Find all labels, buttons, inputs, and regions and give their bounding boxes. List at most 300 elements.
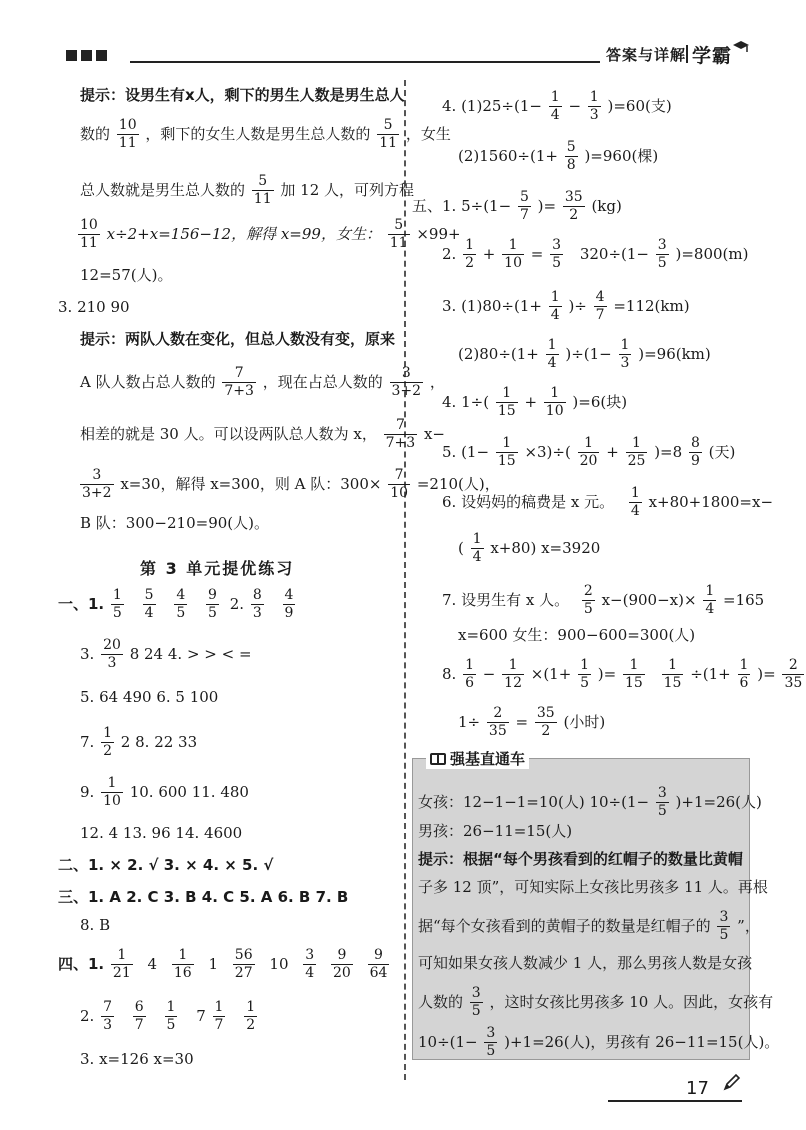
numerator: 9	[331, 948, 353, 965]
fraction	[172, 948, 194, 982]
denominator: 15	[497, 453, 516, 470]
numerator: 1	[549, 90, 562, 107]
denominator: 2	[246, 1017, 256, 1034]
numerator: 1	[623, 658, 645, 675]
fraction	[689, 436, 702, 470]
answer-line: 12. 4 13. 96 14. 4600	[80, 824, 243, 842]
text-span: ，女生	[405, 124, 451, 143]
answer-line	[442, 486, 773, 520]
numerator: 1	[588, 90, 601, 107]
hint-text: 提示：两队人数在变化，但总人数没有变，原来	[80, 330, 396, 348]
text-span: ×(1+	[530, 664, 572, 683]
text-line	[80, 174, 414, 208]
fraction	[578, 658, 591, 692]
numerator: 1	[496, 436, 518, 453]
fraction	[470, 986, 483, 1020]
text-span: 女孩：12−1−1=10(人) 10÷(1−	[418, 792, 650, 811]
page-header	[0, 0, 800, 70]
denominator: 11	[118, 135, 137, 152]
text-span: 2.	[80, 1006, 95, 1025]
answer-line	[80, 726, 197, 760]
numerator: 3	[470, 986, 483, 1003]
text-span: )=	[597, 664, 617, 683]
numerator: 5	[518, 190, 531, 207]
footer-rule	[608, 1100, 742, 1102]
fraction	[594, 290, 607, 324]
numerator: 5	[377, 118, 399, 135]
text-span: (天)	[708, 442, 736, 461]
fraction	[368, 948, 390, 982]
text-span: 8 24 4. > > < =	[129, 644, 252, 663]
denominator: 4	[472, 549, 482, 566]
denominator: 5	[719, 927, 729, 944]
fraction	[331, 948, 353, 982]
fraction	[377, 118, 399, 152]
fraction	[582, 584, 595, 618]
text-span: x−	[423, 424, 445, 443]
fraction	[535, 706, 557, 740]
text-span: 6. 设妈妈的稿费是 x 元。	[442, 492, 615, 511]
denominator: 6	[465, 675, 475, 692]
numerator: 5	[143, 588, 156, 605]
text-span: ×3)÷(	[524, 442, 571, 461]
numerator: 7	[222, 366, 256, 383]
qjz-line	[418, 786, 762, 820]
denominator: 4	[547, 355, 557, 372]
fraction	[213, 1000, 226, 1034]
fraction	[546, 338, 559, 372]
denominator: 5	[486, 1043, 496, 1060]
numerator: 3	[550, 238, 563, 255]
text-span: 据“每个女孩看到的黄帽子的数量是红帽子的	[418, 916, 711, 935]
numerator: 9	[206, 588, 219, 605]
answer-line	[412, 190, 622, 224]
fraction	[502, 238, 524, 272]
denominator: 9	[284, 605, 294, 622]
text-span: x÷2+x=156−12，解得 x=99，女生：	[106, 224, 381, 243]
text-line	[78, 468, 500, 502]
text-line: B 队：300−210=90(人)。	[80, 514, 269, 532]
answer-line	[442, 90, 672, 124]
fraction	[703, 584, 716, 618]
text-span: ，现在占总人数的	[262, 372, 383, 391]
numerator: 10	[78, 218, 100, 235]
text-span: )÷	[568, 296, 587, 315]
fraction	[206, 588, 219, 622]
numerator: 1	[213, 1000, 226, 1017]
numerator: 1	[544, 386, 566, 403]
numerator: 1	[662, 658, 684, 675]
qjz-line	[418, 910, 760, 944]
text-span: 10	[269, 954, 289, 973]
text-span: −	[482, 664, 496, 683]
fraction	[388, 468, 410, 502]
text-span: 人数的	[418, 992, 464, 1011]
numerator: 3	[656, 786, 669, 803]
numerator: 9	[368, 948, 390, 965]
numerator: 1	[172, 948, 194, 965]
numerator: 1	[626, 436, 648, 453]
text-span: (小时)	[563, 712, 606, 731]
fraction	[496, 386, 518, 420]
text-span: 四、1.	[58, 954, 105, 973]
fraction	[251, 588, 264, 622]
hint-text: 提示：设男生有x人，剩下的男生人数是男生总人	[80, 86, 405, 104]
text-span: 10÷(1−	[418, 1032, 478, 1051]
numerator: 5	[565, 140, 578, 157]
numerator: 1	[111, 948, 133, 965]
numerator: 3	[717, 910, 730, 927]
text-span: )=8	[654, 442, 683, 461]
denominator: 5	[166, 1017, 176, 1034]
numerator: 2	[782, 658, 804, 675]
text-span: x=30，解得 x=300，则 A 队：300×	[120, 474, 382, 493]
text-span: =	[530, 244, 544, 263]
denominator: 11	[253, 191, 272, 208]
numerator: 1	[101, 776, 123, 793]
numerator: 3	[80, 468, 114, 485]
fraction	[629, 486, 642, 520]
text-span: (2)80÷(1+	[458, 344, 539, 363]
numerator: 1	[703, 584, 716, 601]
fraction	[143, 588, 156, 622]
numerator: 1	[165, 1000, 178, 1017]
denominator: 3	[589, 107, 599, 124]
page-number: 17	[686, 1078, 709, 1099]
text-span: 1÷	[458, 712, 481, 731]
fraction	[662, 658, 684, 692]
fraction	[244, 1000, 257, 1034]
text-span: 7	[196, 1006, 206, 1025]
numerator: 3	[390, 366, 424, 383]
text-span: 320÷(1−	[579, 244, 649, 263]
denominator: 3+2	[82, 485, 112, 502]
denominator: 25	[627, 453, 646, 470]
denominator: 4	[705, 601, 715, 618]
text-span: ，剩下的女生人数是男生总人数的	[145, 124, 371, 143]
numerator: 4	[594, 290, 607, 307]
text-span: ”，	[737, 916, 760, 935]
text-span: )+1=26(人)，男孩有 26−11=15(人)。	[504, 1032, 780, 1051]
answer-line: 二、1. × 2. √ 3. × 4. × 5. √	[58, 856, 274, 874]
denominator: 7+3	[224, 383, 254, 400]
denominator: 7+3	[385, 435, 416, 452]
fraction	[80, 468, 114, 502]
fraction	[101, 1000, 114, 1034]
answer-line	[442, 436, 735, 470]
fraction	[487, 706, 509, 740]
text-span: 3.	[80, 644, 95, 663]
denominator: 21	[112, 965, 131, 982]
numerator: 3	[303, 948, 316, 965]
denominator: 35	[488, 723, 507, 740]
text-span: (2)1560÷(1+	[458, 146, 558, 165]
qjz-line	[418, 852, 743, 867]
numerator: 2	[582, 584, 595, 601]
denominator: 20	[332, 965, 351, 982]
text-span: )÷(1−	[565, 344, 612, 363]
text-span: x−(900−x)×	[601, 590, 697, 609]
fraction	[390, 366, 424, 400]
denominator: 5	[471, 1003, 481, 1020]
numerator: 1	[471, 532, 484, 549]
text-span: 五、1. 5÷(1−	[412, 196, 512, 215]
numerator: 1	[111, 588, 124, 605]
denominator: 4	[550, 307, 560, 324]
qjz-title	[426, 748, 529, 769]
denominator: 2	[569, 207, 579, 224]
fraction	[233, 948, 255, 982]
answer-line: x=600 女生：900−600=300(人)	[458, 626, 696, 644]
text-span: 3. (1)80÷(1+	[442, 296, 542, 315]
fraction	[656, 238, 669, 272]
hint-line	[80, 332, 395, 347]
answer-line	[458, 532, 600, 566]
numerator: 8	[689, 436, 702, 453]
denominator: 4	[550, 107, 560, 124]
denominator: 3	[252, 605, 262, 622]
fraction	[549, 290, 562, 324]
fraction	[165, 1000, 178, 1034]
fraction	[782, 658, 804, 692]
numerator: 10	[117, 118, 139, 135]
denominator: 5	[580, 675, 590, 692]
answer-line	[58, 588, 297, 622]
denominator: 11	[80, 235, 98, 252]
denominator: 4	[144, 605, 154, 622]
text-line	[80, 366, 445, 400]
denominator: 7	[134, 1017, 144, 1034]
fraction	[619, 338, 632, 372]
denominator: 5	[552, 255, 562, 272]
denominator: 5	[583, 601, 593, 618]
text-span: )=	[757, 664, 776, 683]
answer-line	[442, 290, 690, 324]
hint-line	[80, 88, 405, 103]
text-span: 7. 设男生有 x 人。	[442, 590, 570, 609]
text-span: =	[515, 712, 529, 731]
answer-line	[80, 1000, 259, 1034]
numerator: 5	[388, 218, 410, 235]
text-span: x+80) x=3920	[490, 538, 601, 557]
fraction	[252, 174, 274, 208]
fraction	[588, 90, 601, 124]
denominator: 10	[504, 255, 522, 272]
text-line: 12=57(人)。	[80, 266, 173, 284]
text-line	[80, 118, 451, 152]
numerator: 1	[502, 658, 524, 675]
text-span: 4. (1)25÷(1−	[442, 96, 542, 115]
text-span: ，	[429, 372, 445, 391]
qjz-line: 子多 12 顶”，可知实际上女孩比男孩多 11 人。再根	[418, 878, 768, 896]
fraction	[133, 1000, 146, 1034]
numerator: 1	[496, 386, 518, 403]
denominator: 2	[541, 723, 551, 740]
fraction	[549, 90, 562, 124]
denominator: 12	[504, 675, 522, 692]
text-span: (	[458, 538, 464, 557]
text-span: 4. 1÷(	[442, 392, 490, 411]
denominator: 3	[107, 655, 117, 672]
text-span: 2 8. 22 33	[120, 732, 198, 751]
numerator: 6	[133, 1000, 146, 1017]
numerator: 4	[174, 588, 187, 605]
text-span: )=60(支)	[607, 96, 672, 115]
denominator: 64	[369, 965, 388, 982]
numerator: 1	[546, 338, 559, 355]
denominator: 2	[465, 255, 475, 272]
text-line	[80, 418, 445, 452]
denominator: 3	[103, 1017, 113, 1034]
answer-line	[458, 706, 605, 740]
fraction	[565, 140, 578, 174]
numerator: 7	[388, 468, 410, 485]
text-span: 8.	[442, 664, 457, 683]
text-span: )=96(km)	[638, 344, 711, 363]
text-span: 2.	[229, 594, 245, 613]
text-span: +	[606, 442, 619, 461]
numerator: 1	[619, 338, 632, 355]
denominator: 4	[630, 503, 640, 520]
answer-line	[80, 776, 249, 810]
fraction	[111, 588, 124, 622]
text-span: =210(人)，	[416, 474, 500, 493]
fraction	[101, 776, 123, 810]
fraction	[384, 418, 418, 452]
denominator: 4	[305, 965, 315, 982]
numerator: 1	[578, 658, 591, 675]
denominator: 5	[657, 803, 667, 820]
text-span: )=960(棵)	[584, 146, 659, 165]
numerator: 35	[535, 706, 557, 723]
text-span: 5. (1−	[442, 442, 490, 461]
answer-line	[442, 238, 748, 272]
denominator: 3	[620, 355, 630, 372]
qjz-title-text: 强基直通车	[450, 750, 526, 768]
answer-line: 5. 64 490 6. 5 100	[80, 688, 219, 706]
numerator: 1	[463, 658, 476, 675]
text-span: )=800(m)	[675, 244, 749, 263]
numerator: 2	[487, 706, 509, 723]
text-span: ，这时女孩比男孩多 10 人。因此，女孩有	[489, 992, 774, 1011]
numerator: 1	[629, 486, 642, 503]
answer-line	[442, 584, 764, 618]
fraction	[222, 366, 256, 400]
section-title: 第 3 单元提优练习	[140, 559, 295, 578]
text-span: =165	[723, 590, 765, 609]
qjz-line: 男孩：26−11=15(人)	[418, 822, 573, 840]
denominator: 35	[784, 675, 803, 692]
denominator: 9	[690, 453, 700, 470]
fraction	[550, 238, 563, 272]
text-span: )=6(块)	[572, 392, 628, 411]
denominator: 10	[545, 403, 564, 420]
denominator: 16	[173, 965, 192, 982]
denominator: 5	[112, 605, 122, 622]
fraction	[484, 1026, 497, 1060]
text-span: 数的	[80, 124, 111, 143]
fraction	[717, 910, 730, 944]
denominator: 5	[208, 605, 217, 622]
fraction	[502, 658, 524, 692]
text-span: 一、1.	[58, 594, 105, 613]
denominator: 27	[234, 965, 253, 982]
fraction	[623, 658, 645, 692]
numerator: 1	[101, 726, 114, 743]
fraction	[388, 218, 410, 252]
answer-line: 8. B	[80, 916, 111, 934]
header-squares	[66, 50, 107, 61]
denominator: 7	[595, 307, 605, 324]
denominator: 11	[389, 235, 408, 252]
fraction	[111, 948, 133, 982]
text-span: 相差的就是 30 人。可以设两队总人数为 x，	[80, 424, 377, 443]
denominator: 2	[103, 743, 113, 760]
numerator: 3	[656, 238, 669, 255]
answer-line: 三、1. A 2. C 3. B 4. C 5. A 6. B 7. B	[58, 888, 349, 906]
numerator: 20	[101, 638, 123, 655]
fraction	[656, 786, 669, 820]
answer-line: 3. 210 90	[58, 298, 130, 316]
denominator: 6	[739, 675, 749, 692]
qjz-line: 可知如果女孩人数减少 1 人，那么男孩人数是女孩	[418, 954, 753, 972]
text-span: 加 12 人，可列方程	[280, 180, 415, 199]
header-logo: 学霸	[692, 45, 733, 67]
hint-text: 提示：根据“每个男孩看到的红帽子的数量比黄帽	[418, 850, 743, 868]
fraction	[738, 658, 751, 692]
text-span: )+1=26(人)	[675, 792, 762, 811]
numerator: 1	[549, 290, 562, 307]
text-span: ÷(1+	[690, 664, 731, 683]
numerator: 56	[233, 948, 255, 965]
fraction	[303, 948, 316, 982]
fraction	[78, 218, 100, 252]
fraction	[578, 436, 600, 470]
fraction	[101, 638, 123, 672]
text-span: 4	[147, 954, 158, 973]
text-line	[76, 218, 461, 252]
denominator: 5	[657, 255, 667, 272]
fraction	[563, 190, 585, 224]
numerator: 7	[101, 1000, 114, 1017]
numerator: 3	[484, 1026, 497, 1043]
numerator: 5	[252, 174, 274, 191]
text-span: )=	[537, 196, 557, 215]
graduation-cap-icon	[732, 38, 750, 56]
qjz-line	[418, 986, 773, 1020]
answer-line	[80, 638, 252, 672]
qjz-line	[418, 1026, 779, 1060]
answer-line	[58, 948, 391, 982]
text-span: +	[482, 244, 496, 263]
numerator: 8	[251, 588, 264, 605]
denominator: 15	[663, 675, 682, 692]
numerator: 1	[738, 658, 751, 675]
answer-line	[442, 386, 627, 420]
text-span: ×99+	[416, 224, 461, 243]
fraction	[283, 588, 296, 622]
answer-line: 3. x=126 x=30	[80, 1050, 194, 1068]
fraction	[117, 118, 139, 152]
fraction	[518, 190, 531, 224]
denominator: 7	[519, 207, 529, 224]
denominator: 5	[176, 605, 186, 622]
numerator: 1	[502, 238, 524, 255]
header-rule	[130, 61, 600, 63]
text-span: 7.	[80, 732, 95, 751]
numerator: 1	[244, 1000, 257, 1017]
text-span: 2.	[442, 244, 457, 263]
